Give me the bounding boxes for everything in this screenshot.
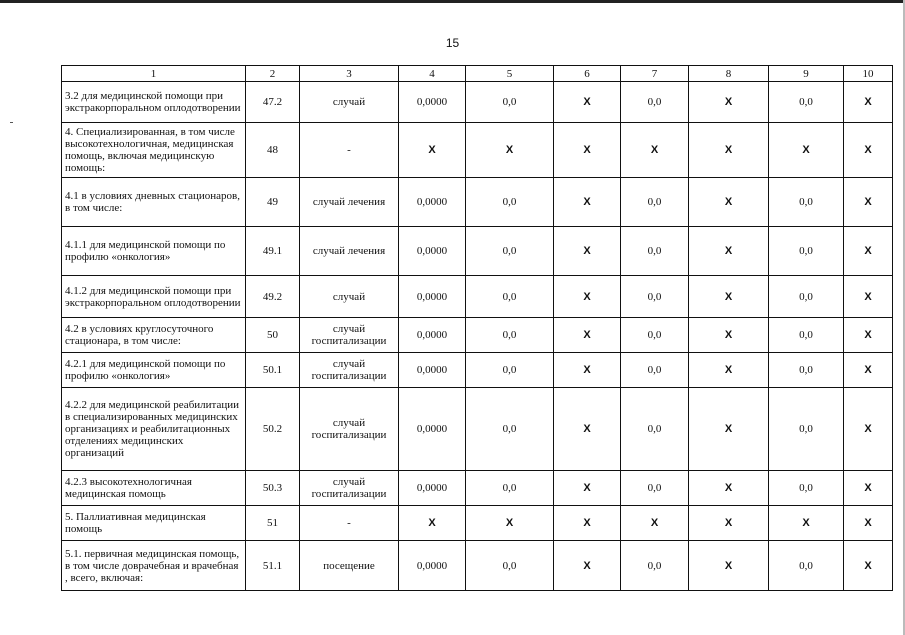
table-cell-col-8-value: X [689, 123, 769, 178]
table-cell-col-5-value: 0,0 [466, 82, 554, 123]
table-cell-col-5-value: 0,0 [466, 353, 554, 388]
table-cell-col-4-value: X [399, 506, 466, 541]
table-cell-col-5-value: 0,0 [466, 541, 554, 591]
table-cell-row-number: 49 [246, 178, 300, 227]
table-cell-col-9-value: X [769, 506, 844, 541]
table-cell-row-number: 49.2 [246, 276, 300, 318]
page-top-border [0, 0, 905, 3]
table-row [62, 388, 893, 471]
table-cell-row-name: 4. Специализированная, в том числе высокотехнологичная, медицинская помощь, включая медицинскую помощь: [62, 123, 246, 178]
scan-speck [10, 122, 13, 123]
table-cell-unit: случай госпитализации [300, 388, 399, 471]
table-cell-col-10-value: X [844, 541, 893, 591]
table-cell-col-8-value: X [689, 178, 769, 227]
table-cell-col-6-value: X [554, 541, 621, 591]
table-cell-col-9-value: 0,0 [769, 276, 844, 318]
table-cell-col-4-value: X [399, 123, 466, 178]
table-cell-col-4-value: 0,0000 [399, 471, 466, 506]
table-cell-row-number: 50.1 [246, 353, 300, 388]
table-cell-col-5-value: 0,0 [466, 276, 554, 318]
table-cell-col-7-value: X [621, 123, 689, 178]
col-header-10: 10 [844, 66, 893, 82]
table-cell-col-6-value: X [554, 506, 621, 541]
table-cell-col-7-value: X [621, 506, 689, 541]
col-header-9: 9 [769, 66, 844, 82]
table-cell-row-name: 4.1 в условиях дневных стационаров, в том числе: [62, 178, 246, 227]
table-cell-col-9-value: 0,0 [769, 471, 844, 506]
table-row [62, 318, 893, 353]
table-cell-col-7-value: 0,0 [621, 541, 689, 591]
table-cell-row-name: 3.2 для медицинской помощи при экстракорпоральном оплодотворении [62, 82, 246, 123]
table-cell-col-6-value: X [554, 82, 621, 123]
table-cell-row-name: 5. Паллиативная медицинская помощь [62, 506, 246, 541]
table-cell-unit: случай госпитализации [300, 353, 399, 388]
table-cell-col-7-value: 0,0 [621, 276, 689, 318]
col-header-2: 2 [246, 66, 300, 82]
table-cell-col-7-value: 0,0 [621, 178, 689, 227]
table-cell-row-number: 51.1 [246, 541, 300, 591]
table-cell-col-5-value: 0,0 [466, 388, 554, 471]
table-cell-unit: - [300, 506, 399, 541]
table-cell-col-10-value: X [844, 388, 893, 471]
table-cell-col-5-value: 0,0 [466, 178, 554, 227]
table-cell-col-4-value: 0,0000 [399, 227, 466, 276]
table-cell-col-9-value: 0,0 [769, 178, 844, 227]
table-cell-col-10-value: X [844, 318, 893, 353]
table-cell-row-name: 4.1.2 для медицинской помощи при экстракорпоральном оплодотворении [62, 276, 246, 318]
col-header-6: 6 [554, 66, 621, 82]
table-cell-row-number: 50 [246, 318, 300, 353]
table-cell-col-7-value: 0,0 [621, 388, 689, 471]
table-row [62, 123, 893, 178]
table-cell-col-6-value: X [554, 276, 621, 318]
table-cell-col-10-value: X [844, 471, 893, 506]
table-cell-col-6-value: X [554, 471, 621, 506]
table-cell-col-5-value: X [466, 506, 554, 541]
table-row [62, 178, 893, 227]
col-header-4: 4 [399, 66, 466, 82]
table-cell-row-name: 4.1.1 для медицинской помощи по профилю «онкология» [62, 227, 246, 276]
table-cell-col-8-value: X [689, 276, 769, 318]
table-cell-col-8-value: X [689, 82, 769, 123]
col-header-5: 5 [466, 66, 554, 82]
table-cell-unit: случай [300, 82, 399, 123]
table-row [62, 506, 893, 541]
data-table [61, 65, 893, 591]
table-cell-row-number: 51 [246, 506, 300, 541]
table-cell-row-number: 47.2 [246, 82, 300, 123]
table-cell-col-9-value: 0,0 [769, 318, 844, 353]
table-cell-col-4-value: 0,0000 [399, 318, 466, 353]
table-header-row [62, 66, 893, 82]
table-cell-col-8-value: X [689, 541, 769, 591]
table-cell-col-8-value: X [689, 471, 769, 506]
table-row [62, 471, 893, 506]
table-cell-row-number: 49.1 [246, 227, 300, 276]
table-cell-col-9-value: 0,0 [769, 388, 844, 471]
table-cell-unit: случай [300, 276, 399, 318]
table-cell-row-number: 50.3 [246, 471, 300, 506]
table-cell-col-6-value: X [554, 388, 621, 471]
page-number: 15 [445, 36, 460, 50]
table-cell-unit: посещение [300, 541, 399, 591]
table-cell-col-5-value: X [466, 123, 554, 178]
table-cell-col-7-value: 0,0 [621, 318, 689, 353]
table-cell-col-10-value: X [844, 276, 893, 318]
table-cell-col-7-value: 0,0 [621, 471, 689, 506]
table-cell-col-6-value: X [554, 353, 621, 388]
table-body [62, 82, 893, 591]
table-cell-col-6-value: X [554, 123, 621, 178]
table-cell-col-8-value: X [689, 388, 769, 471]
table-cell-col-10-value: X [844, 506, 893, 541]
table-cell-col-6-value: X [554, 227, 621, 276]
table-cell-col-10-value: X [844, 353, 893, 388]
col-header-3: 3 [300, 66, 399, 82]
table-cell-col-10-value: X [844, 123, 893, 178]
table-cell-col-9-value: 0,0 [769, 353, 844, 388]
table-cell-row-name: 4.2.1 для медицинской помощи по профилю «онкология» [62, 353, 246, 388]
table-cell-unit: случай госпитализации [300, 471, 399, 506]
table-cell-row-name: 4.2 в условиях круглосуточного стационара, в том числе: [62, 318, 246, 353]
table-cell-col-5-value: 0,0 [466, 318, 554, 353]
table-cell-col-9-value: X [769, 123, 844, 178]
table-cell-col-4-value: 0,0000 [399, 276, 466, 318]
table-cell-col-7-value: 0,0 [621, 82, 689, 123]
table-cell-col-9-value: 0,0 [769, 227, 844, 276]
table-cell-col-4-value: 0,0000 [399, 178, 466, 227]
table-cell-col-4-value: 0,0000 [399, 82, 466, 123]
table-cell-col-8-value: X [689, 227, 769, 276]
table-cell-row-name: 4.2.3 высокотехнологичная медицинская помощь [62, 471, 246, 506]
table-cell-col-9-value: 0,0 [769, 541, 844, 591]
col-header-1: 1 [62, 66, 246, 82]
table-cell-unit: случай лечения [300, 178, 399, 227]
table-cell-col-7-value: 0,0 [621, 227, 689, 276]
table-cell-col-10-value: X [844, 82, 893, 123]
table-cell-col-6-value: X [554, 178, 621, 227]
table-cell-col-8-value: X [689, 318, 769, 353]
table-cell-unit: - [300, 123, 399, 178]
table-row [62, 353, 893, 388]
table-cell-col-5-value: 0,0 [466, 471, 554, 506]
table-cell-row-name: 4.2.2 для медицинской реабилитации в специализированных медицинских организациях и реабилитационных отделениях медицинских организаций [62, 388, 246, 471]
table-cell-row-number: 48 [246, 123, 300, 178]
table-cell-col-10-value: X [844, 178, 893, 227]
table-row [62, 276, 893, 318]
table-row [62, 227, 893, 276]
table-cell-col-8-value: X [689, 506, 769, 541]
table-cell-col-10-value: X [844, 227, 893, 276]
table-row [62, 82, 893, 123]
table-cell-col-8-value: X [689, 353, 769, 388]
col-header-7: 7 [621, 66, 689, 82]
table-cell-col-6-value: X [554, 318, 621, 353]
table-cell-row-name: 5.1. первичная медицинская помощь, в том числе доврачебная и врачебная , всего, включая: [62, 541, 246, 591]
table-cell-row-number: 50.2 [246, 388, 300, 471]
table-cell-col-9-value: 0,0 [769, 82, 844, 123]
table-cell-col-4-value: 0,0000 [399, 353, 466, 388]
table-cell-col-7-value: 0,0 [621, 353, 689, 388]
table-cell-unit: случай госпитализации [300, 318, 399, 353]
table-cell-col-5-value: 0,0 [466, 227, 554, 276]
table-cell-unit: случай лечения [300, 227, 399, 276]
table-cell-col-4-value: 0,0000 [399, 388, 466, 471]
table-cell-col-4-value: 0,0000 [399, 541, 466, 591]
table-row [62, 541, 893, 591]
col-header-8: 8 [689, 66, 769, 82]
